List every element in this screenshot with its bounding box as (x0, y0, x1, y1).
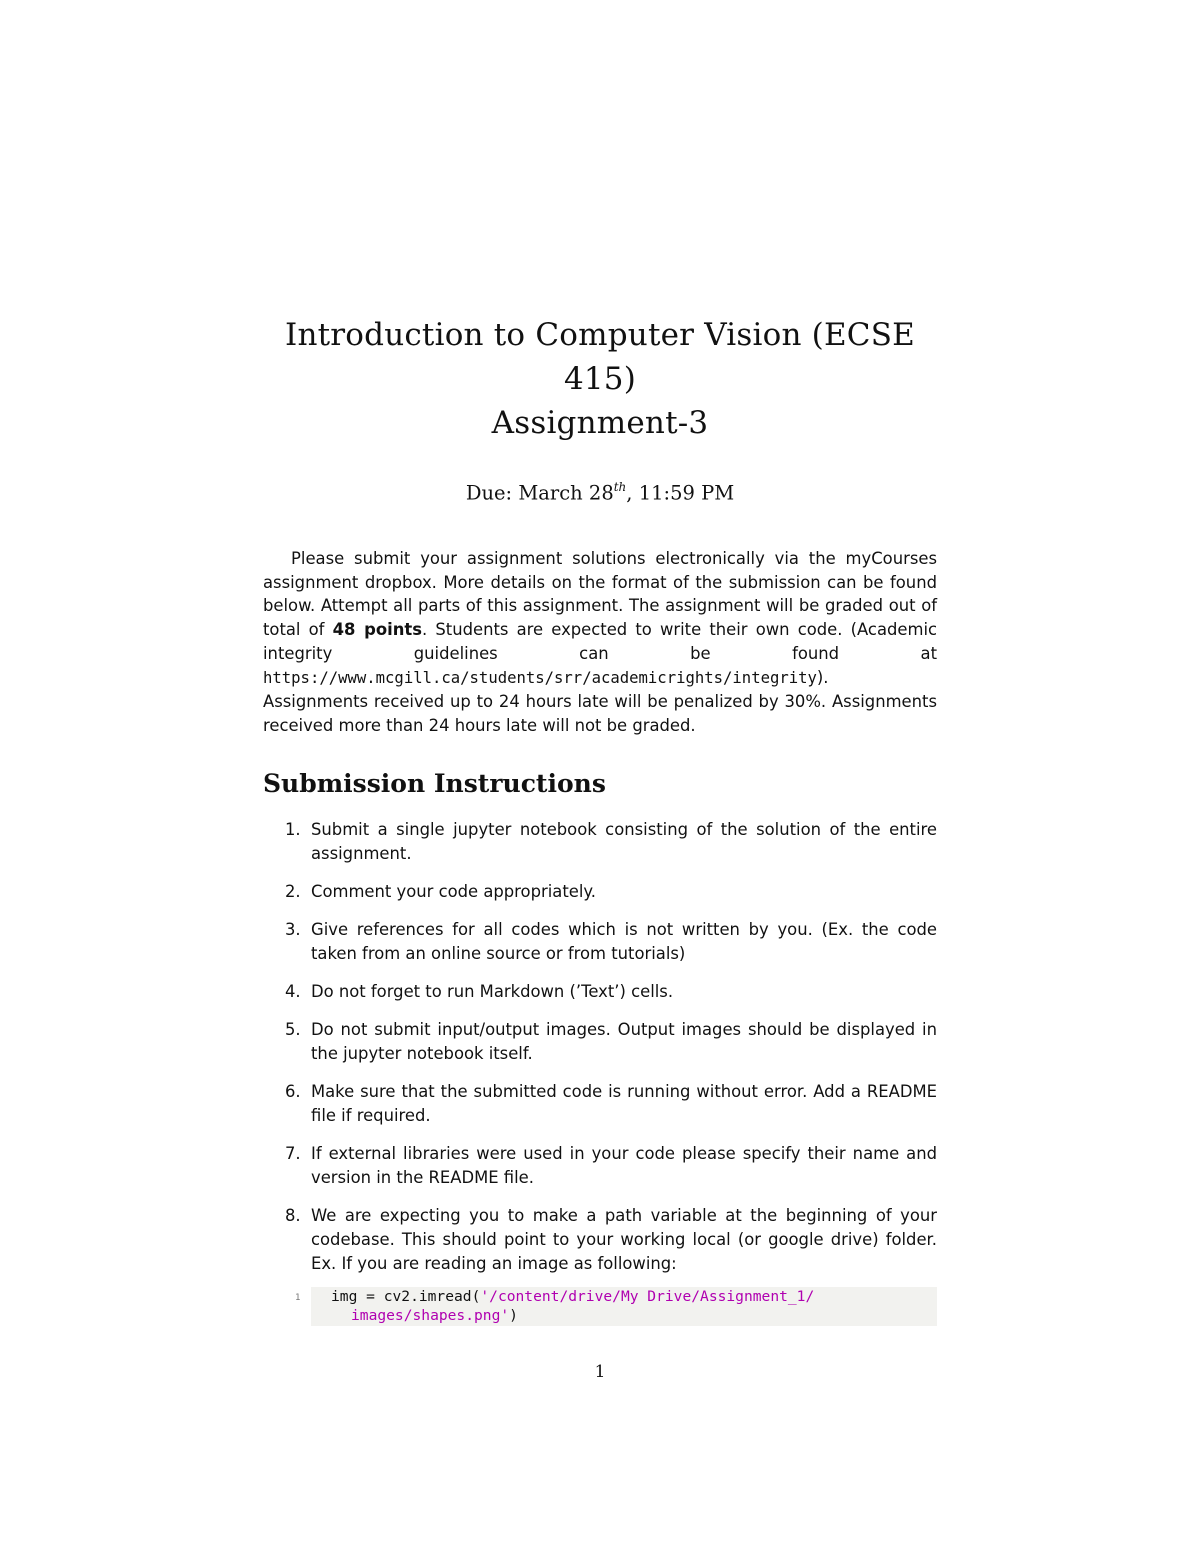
code-block (295, 1287, 937, 1326)
list-item-text: Do not forget to run Markdown (’Text’) cells. (311, 982, 674, 1001)
code-suffix: ) (509, 1307, 518, 1324)
intro-text-1: Please submit your assignment solutions electronically via the myCourses assignment dropbox. More details on the format of the submission can be found below. Attempt all parts of this assignment. The assignment will be graded out of total of (263, 549, 937, 640)
code-line-number: 1 (295, 1293, 301, 1303)
due-date-prefix: Due: March 28 (465, 481, 614, 505)
section-heading: Submission Instructions (263, 769, 606, 798)
code-prefix: img = cv2.imread( (331, 1288, 481, 1305)
list-item-number: 1. (285, 820, 301, 839)
list-item-text: Submit a single jupyter notebook consisting of the solution of the entire assignment. (311, 820, 937, 863)
instructions-list (263, 818, 937, 1290)
list-item (263, 1018, 937, 1066)
intro-text-3: ). Assignments received up to 24 hours late will be penalized by 30%. Assignments received more than 24 hours late will not be graded. (263, 667, 937, 735)
list-item (263, 1204, 937, 1276)
code-line (331, 1287, 814, 1306)
code-string: '/content/drive/My Drive/Assignment_1/ (480, 1288, 815, 1305)
list-item-number: 2. (285, 882, 301, 901)
list-item-text: Give references for all codes which is not written by you. (Ex. the code taken from an online source or from tutorials) (311, 920, 937, 963)
list-item-text: If external libraries were used in your code please specify their name and version in the README file. (311, 1144, 937, 1187)
code-string-continued: images/shapes.png' (351, 1307, 510, 1324)
list-item-number: 8. (285, 1206, 301, 1225)
course-title: Introduction to Computer Vision (ECSE 415) (285, 317, 915, 397)
list-item (263, 1080, 937, 1128)
page-number: 1 (594, 1362, 606, 1382)
intro-text-2: . Students are expected to write their own code. (Academic integrity guidelines can be found at (263, 620, 938, 663)
list-item-text: Do not submit input/output images. Output images should be displayed in the jupyter notebook itself. (311, 1020, 937, 1063)
list-item (263, 918, 937, 966)
list-item-number: 4. (285, 982, 301, 1001)
list-item-text: Comment your code appropriately. (311, 882, 596, 901)
assignment-title: Assignment-3 (491, 405, 709, 441)
due-date-superscript: th (613, 480, 627, 494)
list-item-number: 3. (285, 920, 301, 939)
due-date (263, 474, 937, 508)
list-item-text: Make sure that the submitted code is running without error. Add a README file if required. (311, 1082, 937, 1125)
list-item (263, 1142, 937, 1190)
list-item (263, 880, 937, 904)
document-title (263, 313, 937, 445)
list-item (263, 980, 937, 1004)
list-item-number: 6. (285, 1082, 301, 1101)
list-item-text: We are expecting you to make a path variable at the beginning of your codebase. This should point to your working local (or google drive) folder. Ex. If you are reading an image as following: (311, 1206, 937, 1273)
code-line-continued (351, 1306, 518, 1325)
list-item-number: 7. (285, 1144, 301, 1163)
integrity-url[interactable]: https://www.mcgill.ca/students/srr/academicrights/integrity (263, 668, 817, 687)
due-date-suffix: , 11:59 PM (626, 481, 735, 505)
document-page (263, 0, 937, 1553)
list-item-number: 5. (285, 1020, 301, 1039)
list-item (263, 818, 937, 866)
total-points: 48 points (332, 620, 422, 640)
intro-paragraph (263, 547, 937, 738)
